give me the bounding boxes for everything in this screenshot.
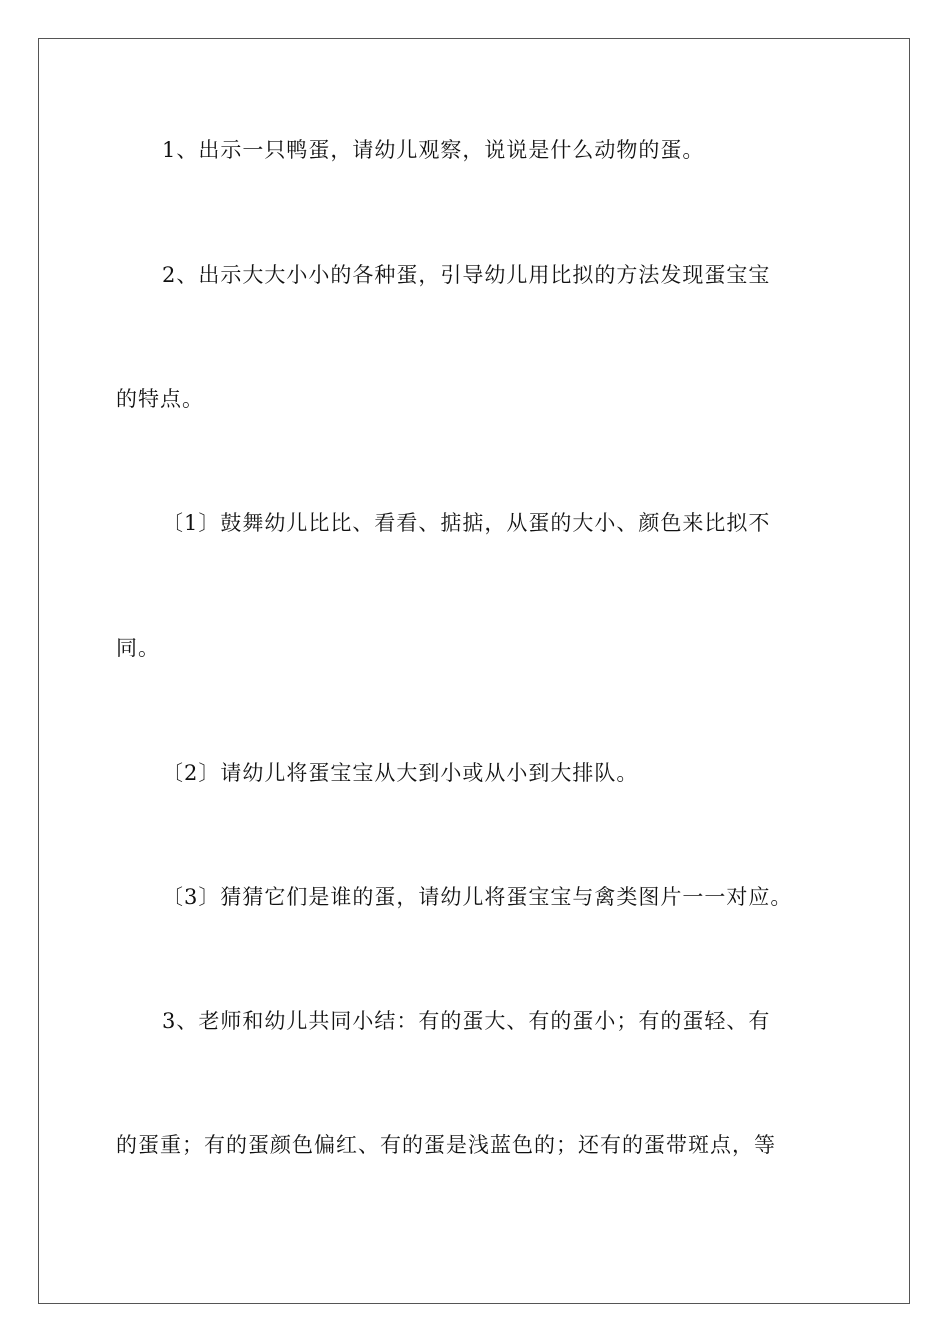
paragraph-step-3-cont: 的蛋重；有的蛋颜色偏红、有的蛋是浅蓝色的；还有的蛋带斑点，等 [116, 1133, 776, 1157]
page-border [38, 38, 910, 1304]
paragraph-step-3: 3、老师和幼儿共同小结：有的蛋大、有的蛋小；有的蛋轻、有 [162, 1009, 771, 1033]
paragraph-step-1: 1、出示一只鸭蛋，请幼儿观察，说说是什么动物的蛋。 [162, 138, 705, 162]
paragraph-step-2: 2、出示大大小小的各种蛋，引导幼儿用比拟的方法发现蛋宝宝 [162, 263, 771, 287]
paragraph-substep-2: 〔2〕请幼儿将蛋宝宝从大到小或从小到大排队。 [162, 761, 639, 785]
paragraph-substep-1: 〔1〕鼓舞幼儿比比、看看、掂掂，从蛋的大小、颜色来比拟不 [162, 511, 771, 535]
paragraph-substep-3: 〔3〕猜猜它们是谁的蛋，请幼儿将蛋宝宝与禽类图片一一对应。 [162, 885, 793, 909]
paragraph-step-2-cont: 的特点。 [116, 387, 204, 411]
paragraph-substep-1-cont: 同。 [116, 636, 160, 660]
